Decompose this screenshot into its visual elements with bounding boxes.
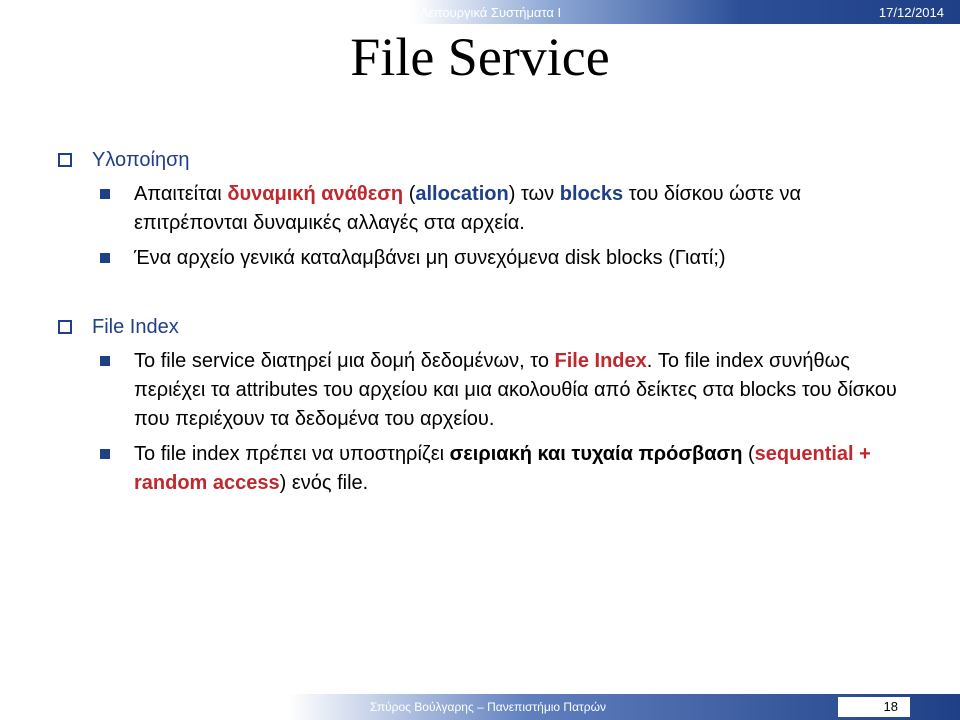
slide-title: File Service <box>350 27 610 87</box>
page-number-box <box>838 697 910 717</box>
item-text: Το file service διατηρεί μια δομή δεδομένων, το <box>134 350 555 372</box>
section-title: File Index <box>92 315 179 338</box>
section-title: Υλοποίηση <box>92 148 190 171</box>
slide-date: 17/12/2014 <box>878 5 944 20</box>
section-implementation <box>58 146 918 273</box>
item-text: ) των <box>508 183 560 205</box>
square-bullet-icon <box>100 189 110 199</box>
square-bullet-icon <box>100 449 110 459</box>
item-text: Ένα αρχείο γενικά καταλαμβάνει μη συνεχόμενα disk blocks (Γιατί;) <box>134 247 726 269</box>
header-bar <box>0 0 960 24</box>
footer-bar <box>0 694 960 720</box>
section-heading <box>58 313 918 341</box>
list-item <box>58 440 918 498</box>
item-text: Το file index πρέπει να υποστηρίζει <box>134 443 450 465</box>
list-item <box>58 244 918 273</box>
section-heading <box>58 146 918 174</box>
page-number: 18 <box>883 699 898 714</box>
item-text-emphasis: File Index <box>554 350 647 372</box>
hollow-square-bullet-icon <box>58 320 72 334</box>
square-bullet-icon <box>100 356 110 366</box>
item-text-emphasis: δυναμική ανάθεση <box>227 183 404 205</box>
course-name: Λειτουργικά Συστήματα Ι <box>420 5 562 20</box>
hollow-square-bullet-icon <box>58 153 72 167</box>
item-text: . Το file index συνήθως περιέχει τα attributes του αρχείου και μια ακολουθία από δείκτες στα blocks του δίσκου που περιέχουν τα δεδομένα του αρχείου. <box>134 350 897 430</box>
item-text-emphasis: sequential + random access <box>134 443 871 494</box>
list-item <box>58 180 918 238</box>
item-text-emphasis: blocks <box>559 183 624 205</box>
item-text-emphasis: σειριακή και τυχαία πρόσβαση <box>449 443 743 465</box>
item-text: του δίσκου ώστε να επιτρέπονται δυναμικές αλλαγές στα αρχεία. <box>134 183 802 234</box>
item-text: ( <box>742 443 755 465</box>
item-text: ) ενός file. <box>279 472 369 494</box>
footer-author: Σπύρος Βούλγαρης – Πανεπιστήμιο Πατρών <box>370 700 606 714</box>
section-file-index <box>58 313 918 498</box>
item-text-emphasis: allocation <box>415 183 509 205</box>
item-text: ( <box>403 183 416 205</box>
square-bullet-icon <box>100 253 110 263</box>
item-text: Απαιτείται <box>134 183 228 205</box>
list-item <box>58 347 918 434</box>
